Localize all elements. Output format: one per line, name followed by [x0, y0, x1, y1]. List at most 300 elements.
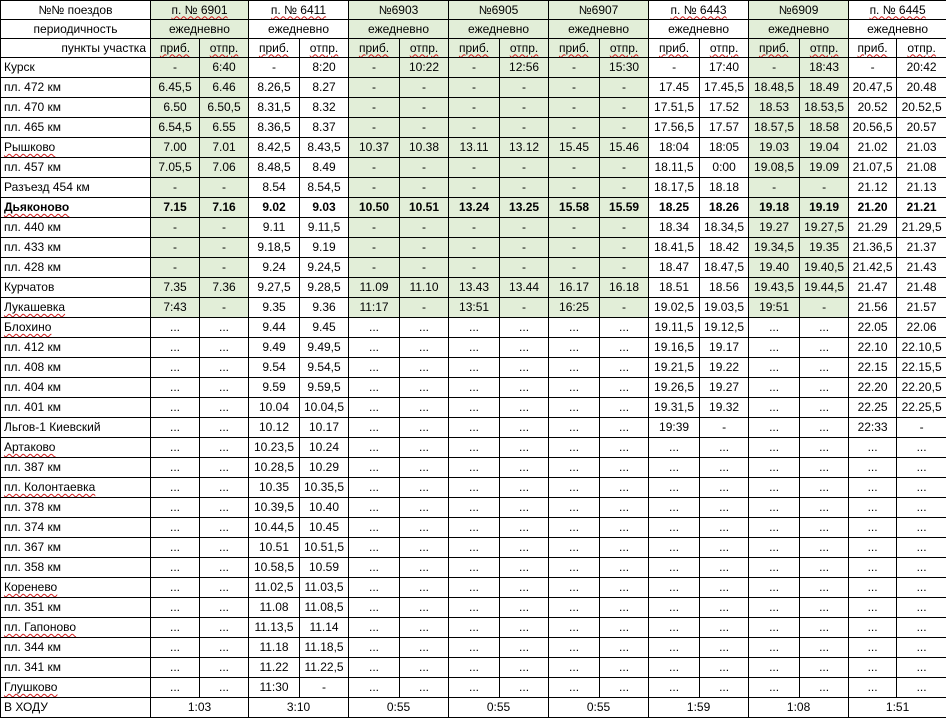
arrival-time: ... — [549, 398, 600, 418]
arrival-time: - — [349, 98, 400, 118]
departure-time: 6.46 — [200, 78, 249, 98]
departure-time: ... — [700, 518, 749, 538]
station-row — [1, 598, 946, 618]
arrival-time: 10.44,5 — [249, 518, 300, 538]
departure-time: 21.29,5 — [897, 218, 946, 238]
arrival-time: ... — [749, 658, 800, 678]
arrival-time: ... — [549, 598, 600, 618]
departure-time: ... — [400, 418, 449, 438]
departure-time: 19.19 — [800, 198, 849, 218]
arrival-time: 13:51 — [449, 298, 500, 318]
departure-time: 6:40 — [200, 58, 249, 78]
departure-time: ... — [500, 518, 549, 538]
departure-time: ... — [400, 578, 449, 598]
station-row — [1, 658, 946, 678]
departure-time: 6.50,5 — [200, 98, 249, 118]
column-header-text: отпр. — [907, 41, 935, 55]
departure-time: - — [600, 218, 649, 238]
departure-time: 11.14 — [300, 618, 349, 638]
station-row — [1, 538, 946, 558]
arrival-time: - — [151, 258, 200, 278]
departure-time: 20:42 — [897, 58, 946, 78]
arrival-time: - — [449, 78, 500, 98]
arrival-time: - — [349, 78, 400, 98]
arrival-time: 19.40 — [749, 258, 800, 278]
arrival-time: 11.09 — [349, 278, 400, 298]
arrival-time: ... — [349, 498, 400, 518]
departure-time: ... — [500, 578, 549, 598]
departure-time: ... — [200, 678, 249, 698]
station-name — [1, 478, 151, 498]
departure-time: 20.48 — [897, 78, 946, 98]
departure-time: 9.28,5 — [300, 278, 349, 298]
arrival-time: - — [151, 178, 200, 198]
train-number-text: п. № 6901 — [171, 3, 227, 17]
station-name-text: Дьяконово — [4, 200, 69, 214]
station-name-text: Лукашевка — [4, 300, 65, 314]
station-row — [1, 578, 946, 598]
arrival-time: - — [449, 218, 500, 238]
station-name-text: пл. 387 км — [4, 460, 61, 474]
departure-time: 19.22 — [700, 358, 749, 378]
arrival-time: 6.45,5 — [151, 78, 200, 98]
train-number-text: №6907 — [579, 3, 619, 17]
station-name-text: пл. 472 км — [4, 80, 61, 94]
station-row — [1, 78, 946, 98]
departure-time: 19.17 — [700, 338, 749, 358]
departure-time: 11.03,5 — [300, 578, 349, 598]
departure-time: 9.45 — [300, 318, 349, 338]
departure-time: ... — [200, 418, 249, 438]
arrival-time: - — [349, 218, 400, 238]
departure-time: 10.17 — [300, 418, 349, 438]
arrival-time: ... — [649, 578, 700, 598]
station-name — [1, 158, 151, 178]
arrival-time: 21.56 — [849, 298, 897, 318]
timetable-header — [1, 1, 946, 58]
arrival-time: ... — [449, 418, 500, 438]
arrival-time: ... — [449, 438, 500, 458]
arrival-time: - — [449, 238, 500, 258]
train-periodicity: ежедневно — [549, 20, 649, 39]
arrival-time: 22:33 — [849, 418, 897, 438]
departure-time: ... — [500, 498, 549, 518]
travel-time-value: 0:55 — [449, 698, 549, 718]
arrival-time: ... — [749, 518, 800, 538]
departure-time: 20.52,5 — [897, 98, 946, 118]
station-name — [1, 498, 151, 518]
station-name — [1, 378, 151, 398]
departure-time: - — [700, 418, 749, 438]
arrival-time: - — [549, 158, 600, 178]
station-row — [1, 198, 946, 218]
departure-time: 8.37 — [300, 118, 349, 138]
station-name-text: пл. 341 км — [4, 660, 61, 674]
arrival-time: ... — [349, 338, 400, 358]
station-name-text: пл. 401 км — [4, 400, 61, 414]
departure-time: 9.59,5 — [300, 378, 349, 398]
station-row — [1, 258, 946, 278]
train-number-text: п. № 6445 — [870, 3, 926, 17]
train-periodicity: ежедневно — [349, 20, 449, 39]
departure-column-header — [897, 39, 946, 58]
departure-time: 21.43 — [897, 258, 946, 278]
departure-time: ... — [600, 318, 649, 338]
station-name-text: пл. 457 км — [4, 160, 61, 174]
arrival-time: 21.42,5 — [849, 258, 897, 278]
departure-time: 10.59 — [300, 558, 349, 578]
arrival-time: ... — [549, 678, 600, 698]
departure-time: ... — [200, 358, 249, 378]
departure-time: ... — [400, 318, 449, 338]
timetable-footer — [1, 698, 946, 718]
departure-time: 8:20 — [300, 58, 349, 78]
arrival-time: 7.35 — [151, 278, 200, 298]
arrival-time: ... — [549, 458, 600, 478]
departure-time: 13.44 — [500, 278, 549, 298]
arrival-time: ... — [151, 658, 200, 678]
departure-time: 8.27 — [300, 78, 349, 98]
departure-time: - — [600, 178, 649, 198]
timetable-body — [1, 58, 946, 698]
arrival-time: ... — [449, 578, 500, 598]
arrival-time: ... — [749, 538, 800, 558]
departure-time: - — [400, 238, 449, 258]
departure-time: 9.03 — [300, 198, 349, 218]
arrival-time: 7.00 — [151, 138, 200, 158]
departure-time: 13.25 — [500, 198, 549, 218]
arrival-time: 16.17 — [549, 278, 600, 298]
arrival-time: 9.27,5 — [249, 278, 300, 298]
station-name-text: пл. 428 км — [4, 260, 61, 274]
arrival-time: 21.20 — [849, 198, 897, 218]
station-row — [1, 498, 946, 518]
column-header-text: приб. — [659, 41, 689, 55]
arrival-time: ... — [749, 678, 800, 698]
departure-time: ... — [500, 318, 549, 338]
departure-time: ... — [700, 678, 749, 698]
departure-time: 19.32 — [700, 398, 749, 418]
arrival-time: - — [349, 58, 400, 78]
arrival-time: ... — [849, 498, 897, 518]
arrival-time: ... — [749, 478, 800, 498]
travel-time-row — [1, 698, 946, 718]
travel-time-value: 1:51 — [849, 698, 946, 718]
arrival-time: ... — [349, 398, 400, 418]
departure-time: 15:30 — [600, 58, 649, 78]
departure-time: 7.01 — [200, 138, 249, 158]
station-name — [1, 258, 151, 278]
departure-time: ... — [700, 498, 749, 518]
departure-time: - — [600, 118, 649, 138]
column-header-text: отпр. — [210, 41, 238, 55]
arrival-time: ... — [649, 558, 700, 578]
column-header-text: отпр. — [610, 41, 638, 55]
arrival-time: ... — [449, 658, 500, 678]
departure-time: 22.06 — [897, 318, 946, 338]
arrival-time: - — [549, 98, 600, 118]
departure-time: ... — [400, 678, 449, 698]
station-name — [1, 618, 151, 638]
departure-time: - — [200, 258, 249, 278]
departure-time: 19.04 — [800, 138, 849, 158]
departure-time: 21.48 — [897, 278, 946, 298]
departure-time: ... — [600, 398, 649, 418]
station-name-text: Блохино — [4, 320, 51, 334]
train-number-header — [249, 1, 349, 20]
departure-time: 8.43,5 — [300, 138, 349, 158]
arrival-time: 19.16,5 — [649, 338, 700, 358]
arrival-time: 15.58 — [549, 198, 600, 218]
arrival-time: - — [249, 58, 300, 78]
arrival-time: 21.02 — [849, 138, 897, 158]
arrival-time: ... — [649, 678, 700, 698]
arrival-time: 18:04 — [649, 138, 700, 158]
departure-time: ... — [600, 538, 649, 558]
column-header-text: отпр. — [710, 41, 738, 55]
departure-time: ... — [400, 538, 449, 558]
departure-time: ... — [200, 338, 249, 358]
arrival-time: ... — [449, 498, 500, 518]
train-periodicity: ежедневно — [249, 20, 349, 39]
departure-time: - — [400, 258, 449, 278]
column-header-text: отпр. — [510, 41, 538, 55]
train-number-header — [749, 1, 849, 20]
arrival-time: - — [749, 178, 800, 198]
train-periodicity: ежедневно — [849, 20, 946, 39]
column-header-text: приб. — [759, 41, 789, 55]
departure-time: 9.36 — [300, 298, 349, 318]
departure-time: ... — [700, 558, 749, 578]
arrival-time: 20.47,5 — [849, 78, 897, 98]
departure-column-header — [400, 39, 449, 58]
departure-time: ... — [897, 438, 946, 458]
departure-time: - — [600, 158, 649, 178]
arrival-time: 10.39,5 — [249, 498, 300, 518]
departure-time: 7.16 — [200, 198, 249, 218]
departure-time: 17:40 — [700, 58, 749, 78]
arrival-time: 18.34 — [649, 218, 700, 238]
departure-time: - — [600, 298, 649, 318]
departure-time: 9.19 — [300, 238, 349, 258]
arrival-time: ... — [849, 638, 897, 658]
departure-time: - — [400, 178, 449, 198]
departure-time: 18.49 — [800, 78, 849, 98]
arrival-time: - — [449, 158, 500, 178]
column-header-text: приб. — [559, 41, 589, 55]
header-row-points — [1, 39, 946, 58]
departure-time: 10.35,5 — [300, 478, 349, 498]
arrival-time: 9.18,5 — [249, 238, 300, 258]
departure-time: ... — [897, 618, 946, 638]
departure-time: - — [800, 298, 849, 318]
departure-time: ... — [400, 498, 449, 518]
station-name — [1, 298, 151, 318]
station-name — [1, 658, 151, 678]
departure-time: ... — [500, 358, 549, 378]
column-header-text: отпр. — [310, 41, 338, 55]
departure-time: - — [400, 218, 449, 238]
departure-time: ... — [897, 498, 946, 518]
departure-time: ... — [800, 458, 849, 478]
arrival-time: ... — [151, 398, 200, 418]
departure-time: ... — [400, 398, 449, 418]
departure-time: ... — [200, 538, 249, 558]
departure-time: ... — [600, 478, 649, 498]
arrival-time: ... — [649, 478, 700, 498]
arrival-time: ... — [849, 438, 897, 458]
station-row — [1, 478, 946, 498]
station-name — [1, 678, 151, 698]
header-row-periodicity — [1, 20, 946, 39]
train-number-text: №6909 — [779, 3, 819, 17]
departure-time: 9.49,5 — [300, 338, 349, 358]
station-name-text: пл. 404 км — [4, 380, 61, 394]
departure-time: 19.09 — [800, 158, 849, 178]
train-periodicity: ежедневно — [749, 20, 849, 39]
departure-time: ... — [200, 578, 249, 598]
departure-time: ... — [400, 598, 449, 618]
departure-time: ... — [400, 638, 449, 658]
train-periodicity: ежедневно — [649, 20, 749, 39]
departure-time: - — [200, 218, 249, 238]
column-header-text: приб. — [259, 41, 289, 55]
arrival-time: - — [349, 238, 400, 258]
arrival-time: 19.02,5 — [649, 298, 700, 318]
departure-time: ... — [400, 358, 449, 378]
arrival-time: ... — [749, 598, 800, 618]
arrival-time: 7.05,5 — [151, 158, 200, 178]
arrival-time: ... — [151, 358, 200, 378]
arrival-time: 21.07,5 — [849, 158, 897, 178]
arrival-time: - — [449, 118, 500, 138]
arrival-time: 18.48,5 — [749, 78, 800, 98]
column-header-text: отпр. — [410, 41, 438, 55]
station-name — [1, 338, 151, 358]
departure-time: 19.35 — [800, 238, 849, 258]
departure-time: - — [200, 178, 249, 198]
travel-time-label: В ХОДУ — [1, 698, 151, 718]
station-row — [1, 318, 946, 338]
departure-time: ... — [897, 658, 946, 678]
departure-time: ... — [897, 538, 946, 558]
departure-time: 10:22 — [400, 58, 449, 78]
arrival-time: 9.24 — [249, 258, 300, 278]
departure-time: ... — [800, 578, 849, 598]
arrival-time: 18.51 — [649, 278, 700, 298]
arrival-time: ... — [549, 538, 600, 558]
departure-time: 11.08,5 — [300, 598, 349, 618]
arrival-time: 7.15 — [151, 198, 200, 218]
arrival-time: - — [549, 58, 600, 78]
arrival-time: 9.49 — [249, 338, 300, 358]
departure-time: ... — [897, 578, 946, 598]
arrival-time: ... — [151, 518, 200, 538]
arrival-time: ... — [151, 598, 200, 618]
arrival-time: ... — [849, 458, 897, 478]
departure-time: ... — [600, 438, 649, 458]
train-number-header — [549, 1, 649, 20]
arrival-time: 18.25 — [649, 198, 700, 218]
arrival-time: ... — [151, 558, 200, 578]
departure-time: ... — [200, 438, 249, 458]
station-name — [1, 98, 151, 118]
arrival-time: 10.35 — [249, 478, 300, 498]
arrival-time: 19:39 — [649, 418, 700, 438]
arrival-time: ... — [449, 378, 500, 398]
departure-column-header — [800, 39, 849, 58]
departure-time: ... — [800, 558, 849, 578]
departure-time: ... — [700, 638, 749, 658]
arrival-time: 16:25 — [549, 298, 600, 318]
arrival-column-header — [549, 39, 600, 58]
departure-time: ... — [400, 378, 449, 398]
arrival-time: 11.02,5 — [249, 578, 300, 598]
departure-time: 20.57 — [897, 118, 946, 138]
station-name — [1, 358, 151, 378]
arrival-time: 10.23,5 — [249, 438, 300, 458]
arrival-time: 22.05 — [849, 318, 897, 338]
arrival-time: ... — [749, 318, 800, 338]
arrival-time: ... — [549, 518, 600, 538]
departure-time: 10.29 — [300, 458, 349, 478]
arrival-time: ... — [449, 358, 500, 378]
station-name — [1, 138, 151, 158]
station-name-text: пл. 351 км — [4, 600, 61, 614]
departure-time: ... — [400, 438, 449, 458]
departure-time: ... — [800, 338, 849, 358]
train-number-header — [349, 1, 449, 20]
departure-time: ... — [600, 578, 649, 598]
arrival-time: 8.36,5 — [249, 118, 300, 138]
arrival-time: ... — [649, 618, 700, 638]
departure-time: 9.24,5 — [300, 258, 349, 278]
travel-time-value: 1:59 — [649, 698, 749, 718]
arrival-time: 11.13,5 — [249, 618, 300, 638]
station-name-text: пл. 433 км — [4, 240, 61, 254]
departure-time: ... — [400, 618, 449, 638]
departure-time: ... — [800, 618, 849, 638]
arrival-time: ... — [449, 538, 500, 558]
train-number-header — [849, 1, 946, 20]
column-header-text: приб. — [459, 41, 489, 55]
arrival-time: ... — [449, 318, 500, 338]
departure-time: ... — [200, 558, 249, 578]
arrival-time: ... — [151, 478, 200, 498]
departure-time: ... — [800, 418, 849, 438]
arrival-time: 9.02 — [249, 198, 300, 218]
departure-time: ... — [500, 658, 549, 678]
departure-time: ... — [200, 638, 249, 658]
station-name — [1, 218, 151, 238]
departure-time: 9.11,5 — [300, 218, 349, 238]
departure-time: ... — [600, 458, 649, 478]
departure-time: ... — [897, 638, 946, 658]
train-periodicity: ежедневно — [449, 20, 549, 39]
arrival-time: ... — [749, 458, 800, 478]
departure-time: - — [500, 238, 549, 258]
departure-time: ... — [400, 478, 449, 498]
departure-time: 15.59 — [600, 198, 649, 218]
departure-time: 6.55 — [200, 118, 249, 138]
arrival-time: ... — [151, 578, 200, 598]
arrival-time: - — [449, 98, 500, 118]
departure-time: ... — [500, 598, 549, 618]
station-row — [1, 158, 946, 178]
travel-time-value: 1:03 — [151, 698, 249, 718]
departure-time: ... — [500, 458, 549, 478]
arrival-time: 9.11 — [249, 218, 300, 238]
